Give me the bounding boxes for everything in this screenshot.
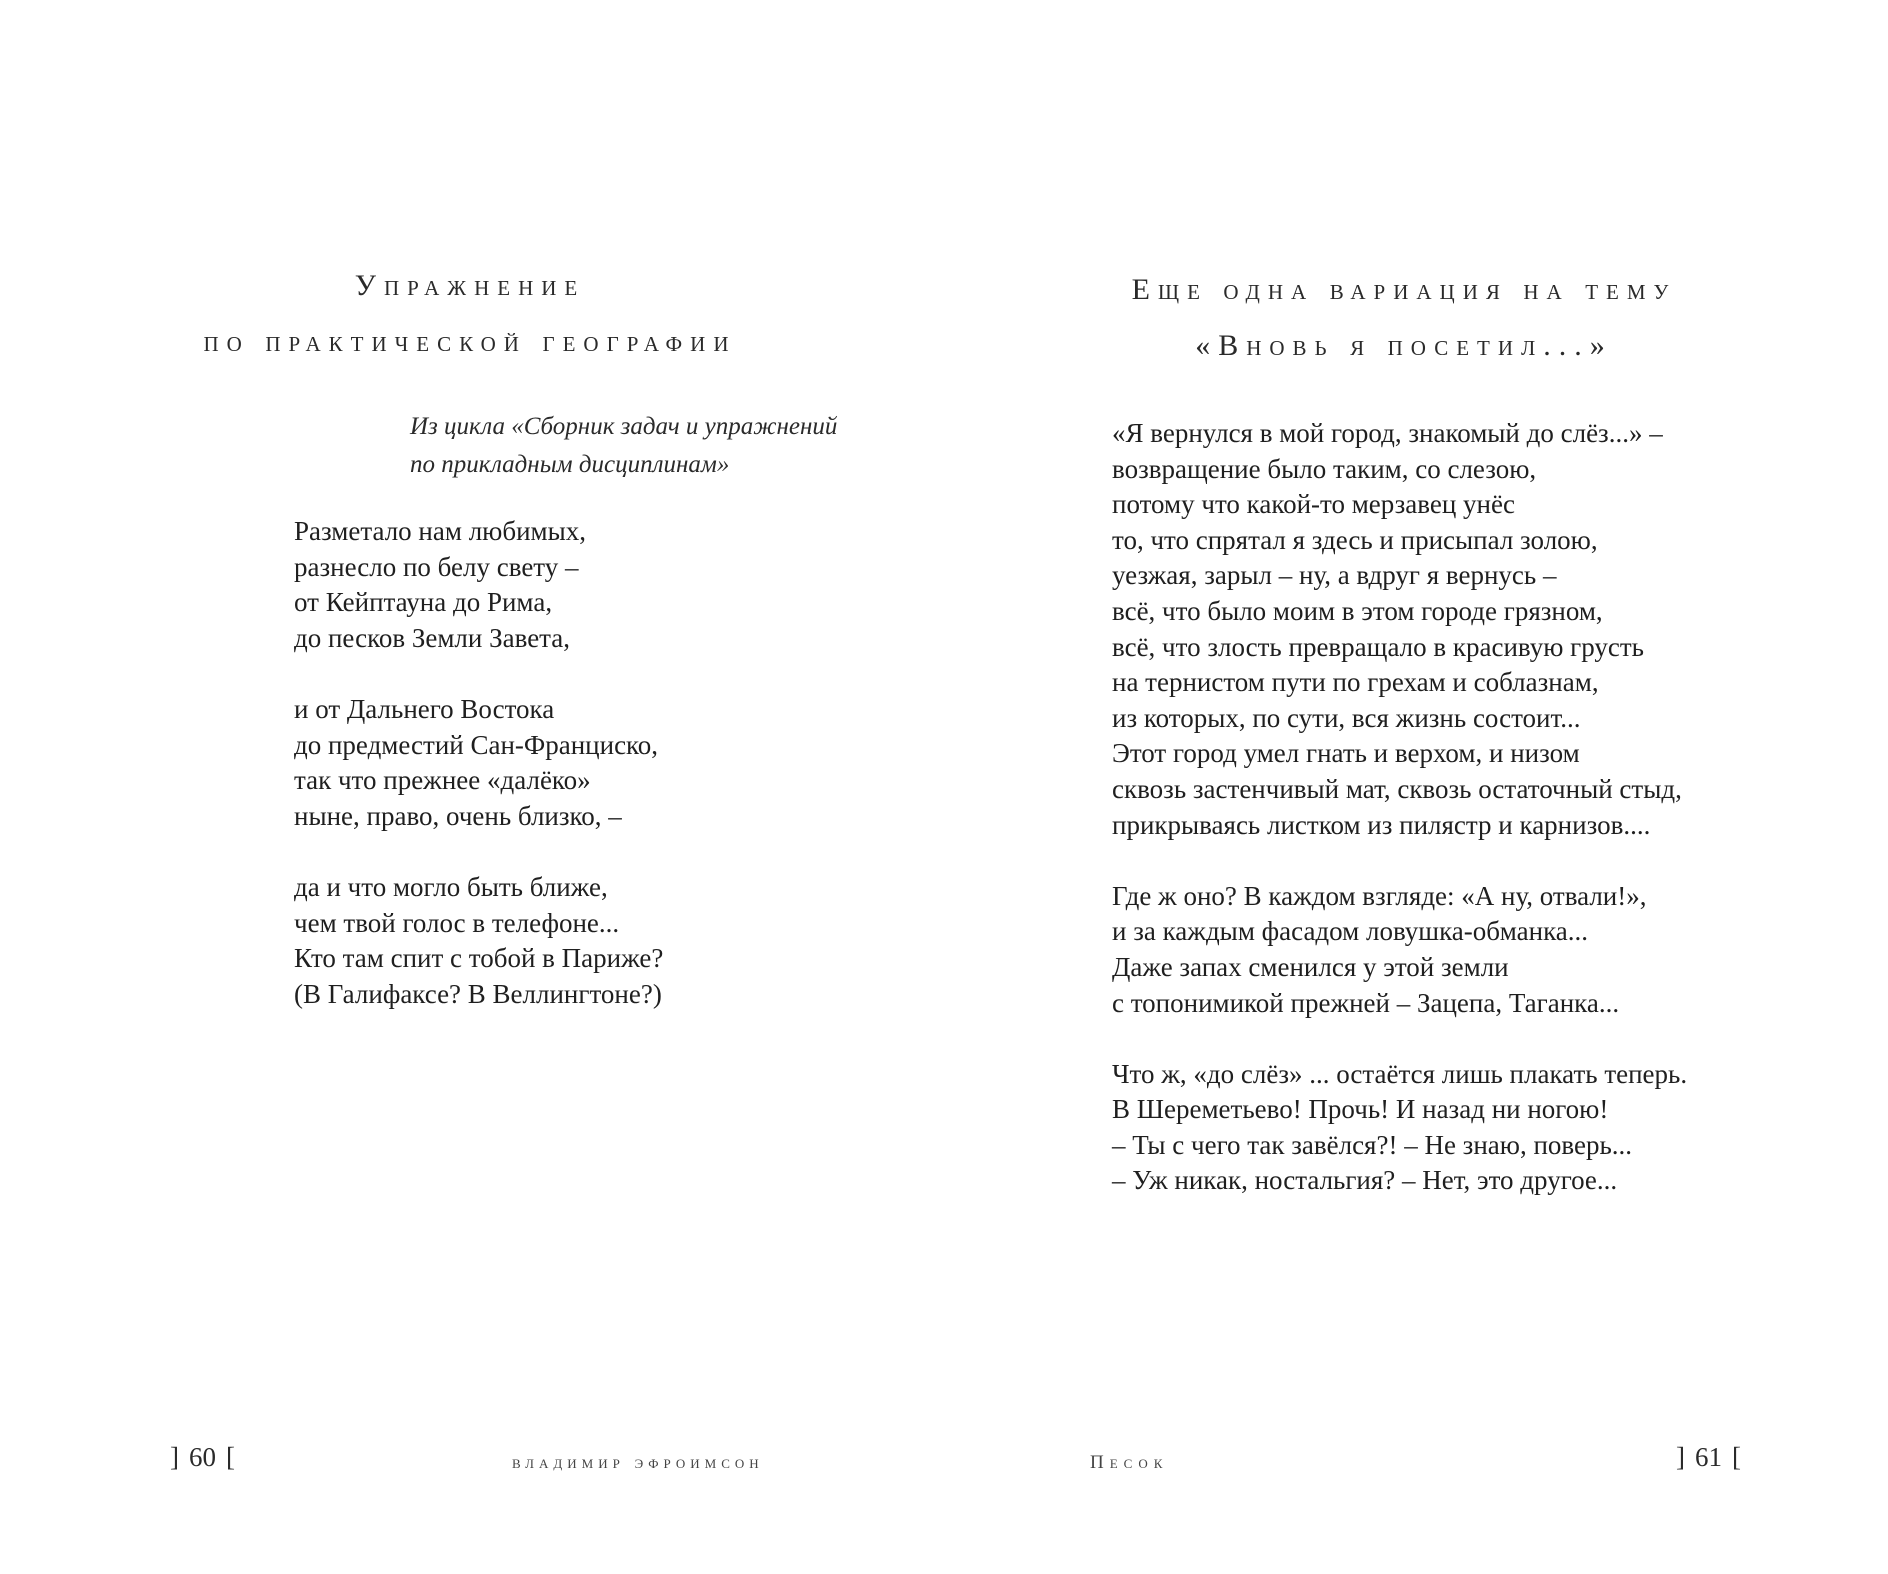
- verse-line: и за каждым фасадом ловушка-обманка...: [1112, 916, 1589, 947]
- epigraph: [410, 408, 837, 484]
- verse-line: всё, что злость превращало в красивую грусть: [1112, 631, 1644, 662]
- poem-body: [294, 514, 663, 1048]
- verse-line: ныне, право, очень близко, –: [294, 800, 622, 831]
- verse-line: возвращение было таким, со слезою,: [1112, 453, 1537, 484]
- folio-bracket: [: [226, 1442, 235, 1472]
- verse-line: В Шереметьево! Прочь! И назад ни ногою!: [1112, 1094, 1609, 1125]
- right-page: [944, 0, 1888, 1574]
- verse-line: разнесло по белу свету –: [294, 551, 579, 582]
- stanza: [1112, 1057, 1687, 1199]
- verse-line: так что прежнее «далёко»: [294, 765, 591, 796]
- poem-title: [1074, 262, 1734, 374]
- page-number-left: [160, 1442, 245, 1473]
- title-line: «Вновь я посетил...»: [1195, 329, 1613, 362]
- verse-line: то, что спрятал я здесь и присыпал золою,: [1112, 524, 1598, 555]
- verse-line: до песков Земли Завета,: [294, 622, 571, 653]
- title-line: по практической географии: [203, 325, 737, 358]
- verse-line: от Кейптауна до Рима,: [294, 587, 553, 618]
- verse-line: Кто там спит с тобой в Париже?: [294, 943, 664, 974]
- folio-bracket: [: [1732, 1442, 1741, 1472]
- verse-line: Этот город умел гнать и верхом, и низом: [1112, 738, 1580, 769]
- running-head-book: Песок: [1090, 1452, 1169, 1473]
- stanza: [294, 870, 663, 1012]
- verse-line: Разметало нам любимых,: [294, 516, 587, 546]
- page-number: 60: [189, 1442, 216, 1472]
- verse-line: «Я вернулся в мой город, знакомый до слёз...» –: [1112, 418, 1663, 448]
- verse-line: Где ж оно? В каждом взгляде: «А ну, отвали!»,: [1112, 880, 1647, 911]
- verse-line: (В Галифаксе? В Веллингтоне?): [294, 978, 662, 1009]
- verse-line: чем твой голос в телефоне...: [294, 907, 620, 938]
- verse-line: Даже запах сменился у этой земли: [1112, 951, 1509, 982]
- verse-line: из которых, по сути, вся жизнь состоит...: [1112, 702, 1581, 733]
- poem-body: [1112, 416, 1687, 1235]
- verse-line: до предместий Сан-Франциско,: [294, 729, 659, 760]
- epigraph-line: по прикладным дисциплинам»: [410, 451, 730, 478]
- stanza: [1112, 879, 1687, 1021]
- folio-bracket: ]: [170, 1442, 179, 1472]
- stanza: [294, 514, 663, 656]
- verse-line: Что ж, «до слёз» ... остаётся лишь плакать теперь.: [1112, 1058, 1688, 1089]
- epigraph-line: Из цикла «Сборник задач и упражнений: [410, 413, 838, 440]
- title-line: Упражнение: [354, 269, 586, 302]
- verse-line: уезжая, зарыл – ну, а вдруг я вернусь –: [1112, 560, 1557, 591]
- running-head-author: владимир эфроимсон: [512, 1452, 764, 1473]
- verse-line: прикрываясь листком из пилястр и карнизов....: [1112, 809, 1651, 840]
- verse-line: потому что какой-то мерзавец унёс: [1112, 489, 1515, 520]
- verse-line: да и что могло быть ближе,: [294, 871, 608, 902]
- folio-bracket: ]: [1676, 1442, 1685, 1472]
- title-line: Еще одна вариация на тему: [1131, 273, 1677, 306]
- verse-line: сквозь застенчивый мат, сквозь остаточный стыд,: [1112, 773, 1682, 804]
- verse-line: всё, что было моим в этом городе грязном,: [1112, 595, 1603, 626]
- stanza: [294, 692, 663, 834]
- page-number-right: [1666, 1442, 1751, 1473]
- page-number: 61: [1695, 1442, 1722, 1472]
- verse-line: – Уж никак, ностальгия? – Нет, это другое...: [1112, 1165, 1618, 1196]
- verse-line: и от Дальнего Востока: [294, 693, 555, 724]
- verse-line: с топонимикой прежней – Зацепа, Таганка...: [1112, 987, 1620, 1018]
- verse-line: на тернистом пути по грехам и соблазнам,: [1112, 667, 1599, 698]
- stanza: [1112, 416, 1687, 843]
- poem-title: [150, 258, 790, 370]
- verse-line: – Ты с чего так завёлся?! – Не знаю, поверь...: [1112, 1129, 1633, 1160]
